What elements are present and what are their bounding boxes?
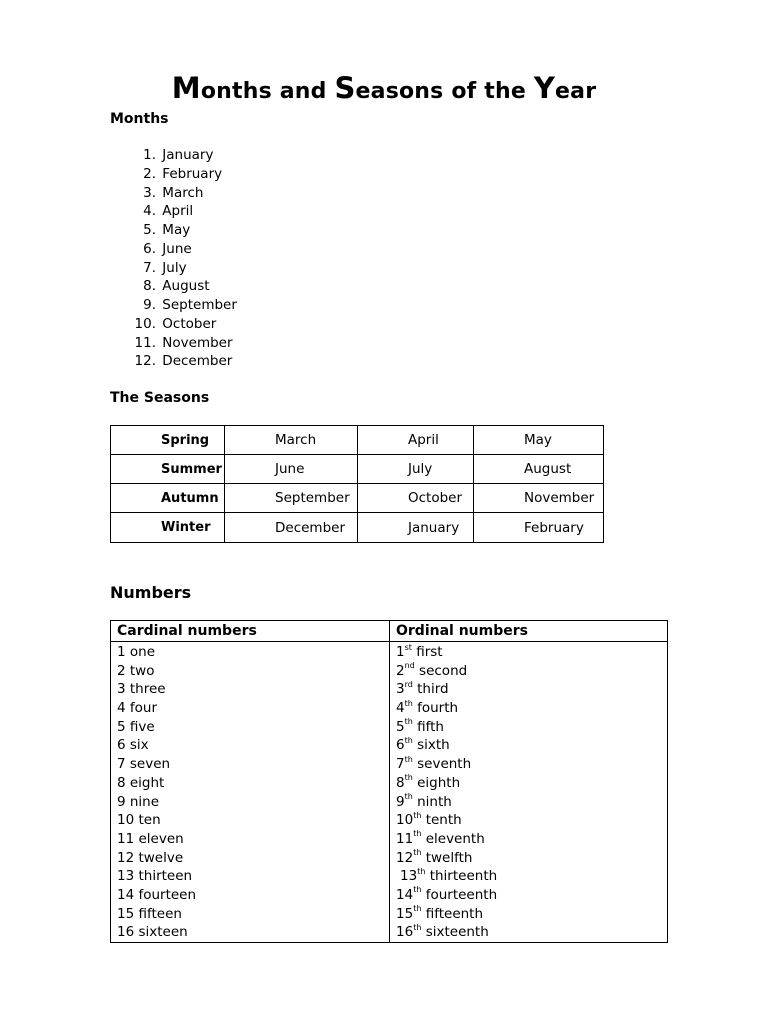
- list-item: [110, 296, 237, 315]
- months-list: [110, 146, 237, 371]
- title-initial-m: M: [171, 70, 201, 105]
- cardinal-number: 3 three: [117, 681, 166, 698]
- list-item-label: October: [162, 315, 217, 332]
- ordinal-digit: 7: [396, 756, 405, 773]
- season-month: March: [225, 426, 358, 455]
- ordinal-digit: 14: [396, 886, 414, 903]
- list-item: [110, 165, 237, 184]
- table-row: [111, 513, 603, 542]
- ordinal-word: second: [419, 662, 468, 679]
- ordinal-word: sixth: [417, 737, 450, 754]
- ordinal-number: [396, 886, 661, 905]
- cardinal-number: 15 fifteen: [117, 905, 182, 922]
- season-name: Autumn: [111, 484, 225, 513]
- list-item-label: May: [162, 222, 191, 238]
- list-item: [110, 184, 237, 203]
- title-part-1: onths and: [200, 78, 335, 104]
- ordinal-number: [396, 718, 661, 737]
- ordinal-column: [390, 642, 668, 943]
- ordinal-suffix: th: [413, 904, 422, 914]
- cardinal-number: 7 seven: [117, 756, 171, 773]
- ordinal-digit: 12: [396, 849, 414, 866]
- list-item-number: 9.: [143, 297, 156, 313]
- title-initial-s: S: [334, 70, 356, 105]
- list-item-number: 7.: [143, 259, 156, 276]
- numbers-table: [110, 620, 668, 943]
- ordinal-word: first: [416, 644, 443, 660]
- table-header-row: [111, 621, 668, 642]
- column-header-cardinal: Cardinal numbers: [111, 621, 390, 642]
- ordinal-digit: 13: [400, 868, 418, 885]
- ordinal-word: fourth: [417, 700, 459, 717]
- cardinal-number: 8 eight: [117, 774, 165, 791]
- column-header-ordinal: Ordinal numbers: [390, 621, 668, 642]
- ordinal-digit: 8: [396, 774, 405, 791]
- ordinal-digit: 2: [396, 662, 405, 679]
- ordinal-number: [396, 867, 661, 886]
- list-item-label: April: [162, 203, 194, 220]
- ordinal-number: [396, 923, 661, 942]
- ordinal-suffix: th: [404, 698, 413, 708]
- ordinal-number: [396, 811, 661, 830]
- season-month: April: [358, 426, 474, 455]
- ordinal-suffix: th: [404, 735, 413, 745]
- list-item-number: 10.: [134, 315, 156, 332]
- list-item-number: 5.: [143, 222, 156, 238]
- ordinal-digit: 9: [396, 793, 405, 810]
- ordinal-suffix: th: [413, 829, 422, 839]
- list-item-number: 4.: [143, 203, 156, 220]
- ordinal-number: [396, 662, 661, 681]
- season-month: July: [358, 455, 474, 484]
- list-item-label: September: [162, 297, 237, 313]
- ordinal-digit: 11: [396, 830, 414, 847]
- ordinal-suffix: th: [413, 810, 422, 820]
- list-item-number: 2.: [143, 165, 156, 182]
- season-name: Summer: [111, 455, 225, 484]
- list-item-number: 1.: [143, 147, 156, 163]
- months-heading: Months: [110, 111, 169, 127]
- season-month: November: [474, 484, 603, 513]
- ordinal-word: fifth: [417, 718, 444, 735]
- ordinal-word: seventh: [417, 756, 472, 773]
- table-row: [111, 484, 603, 513]
- ordinal-number: [396, 699, 661, 718]
- title-part-3: ear: [555, 78, 597, 104]
- list-item-number: 11.: [134, 334, 156, 351]
- ordinal-suffix: th: [404, 717, 413, 727]
- ordinal-word: twelfth: [425, 849, 473, 866]
- ordinal-suffix: th: [404, 773, 413, 783]
- ordinal-number: [396, 643, 661, 662]
- ordinal-suffix: th: [417, 866, 426, 876]
- ordinal-word: tenth: [425, 812, 462, 829]
- cardinal-column: [111, 642, 390, 943]
- list-item: [110, 315, 237, 334]
- ordinal-digit: 10: [396, 812, 414, 829]
- ordinal-digit: 4: [396, 700, 405, 717]
- ordinal-suffix: th: [413, 922, 422, 932]
- season-month: September: [225, 484, 358, 513]
- cardinal-number: 4 four: [117, 700, 157, 717]
- list-item: [110, 146, 237, 165]
- cardinal-number: 9 nine: [117, 793, 160, 810]
- ordinal-number: [396, 736, 661, 755]
- list-item-label: February: [162, 165, 223, 182]
- season-month: August: [474, 455, 603, 484]
- title-part-2: easons of the: [355, 78, 534, 104]
- ordinal-digit: 16: [396, 924, 414, 941]
- ordinal-number: [396, 774, 661, 793]
- cardinal-number: 5 five: [117, 718, 155, 735]
- ordinal-digit: 6: [396, 737, 405, 754]
- ordinal-number: [396, 755, 661, 774]
- list-item-label: July: [162, 259, 187, 276]
- list-item-number: 3.: [143, 184, 156, 201]
- ordinal-word: eighth: [417, 774, 461, 791]
- ordinal-number: [396, 905, 661, 924]
- cardinal-number: 6 six: [117, 737, 149, 754]
- list-item: [110, 334, 237, 353]
- list-item: [110, 277, 237, 296]
- ordinal-suffix: th: [404, 754, 413, 764]
- ordinal-number: [396, 793, 661, 812]
- list-item-number: 12.: [134, 353, 156, 370]
- cardinal-number: 12 twelve: [117, 849, 184, 866]
- season-month: January: [358, 513, 474, 542]
- season-month: June: [225, 455, 358, 484]
- ordinal-word: eleventh: [425, 830, 485, 847]
- season-name: Winter: [111, 513, 225, 542]
- ordinal-suffix: st: [404, 642, 412, 652]
- cardinal-number: 16 sixteen: [117, 924, 188, 941]
- ordinal-word: fourteenth: [425, 886, 498, 903]
- ordinal-number: [396, 849, 661, 868]
- ordinal-suffix: th: [404, 792, 413, 801]
- list-item-number: 6.: [143, 240, 156, 257]
- cardinal-number: 2 two: [117, 662, 155, 679]
- list-item: [110, 240, 237, 259]
- ordinal-number: [396, 680, 661, 699]
- ordinal-digit: 1: [396, 644, 405, 660]
- list-item-label: January: [162, 147, 214, 163]
- ordinal-word: ninth: [417, 793, 452, 810]
- ordinal-number: [396, 830, 661, 849]
- ordinal-digit: 15: [396, 905, 414, 922]
- ordinal-suffix: rd: [404, 679, 413, 689]
- cardinal-number: 14 fourteen: [117, 886, 197, 903]
- ordinal-word: sixteenth: [425, 924, 489, 941]
- ordinal-word: thirteenth: [429, 868, 498, 885]
- list-item-label: August: [162, 278, 210, 295]
- season-name: Spring: [111, 426, 225, 455]
- list-item-label: June: [162, 240, 192, 257]
- table-row: [111, 455, 603, 484]
- ordinal-word: fifteenth: [425, 905, 484, 922]
- title-initial-y: Y: [533, 70, 556, 105]
- list-item: [110, 221, 237, 240]
- ordinal-suffix: th: [413, 848, 422, 858]
- list-item-label: December: [162, 353, 233, 370]
- season-month: October: [358, 484, 474, 513]
- list-item: [110, 202, 237, 221]
- cardinal-number: 11 eleven: [117, 830, 184, 847]
- season-month: February: [524, 519, 584, 536]
- list-item: [110, 259, 237, 278]
- cardinal-number: 13 thirteen: [117, 868, 193, 885]
- page-title: [0, 71, 768, 105]
- ordinal-suffix: th: [413, 885, 422, 895]
- ordinal-word: third: [417, 681, 449, 698]
- ordinal-digit: 5: [396, 718, 405, 735]
- list-item-label: March: [162, 184, 204, 201]
- seasons-heading: The Seasons: [110, 390, 210, 406]
- cardinal-number: 10 ten: [117, 812, 161, 829]
- table-row: [111, 426, 603, 455]
- list-item: [110, 352, 237, 371]
- ordinal-digit: 3: [396, 681, 405, 698]
- cardinal-number: 1 one: [117, 644, 156, 660]
- season-month: December: [225, 513, 358, 542]
- season-month: May: [474, 426, 603, 455]
- ordinal-suffix: nd: [404, 661, 415, 671]
- list-item-label: November: [162, 334, 233, 351]
- numbers-heading: Numbers: [110, 583, 192, 602]
- table-body-row: [111, 642, 668, 943]
- seasons-table: [110, 425, 604, 543]
- list-item-number: 8.: [143, 278, 156, 295]
